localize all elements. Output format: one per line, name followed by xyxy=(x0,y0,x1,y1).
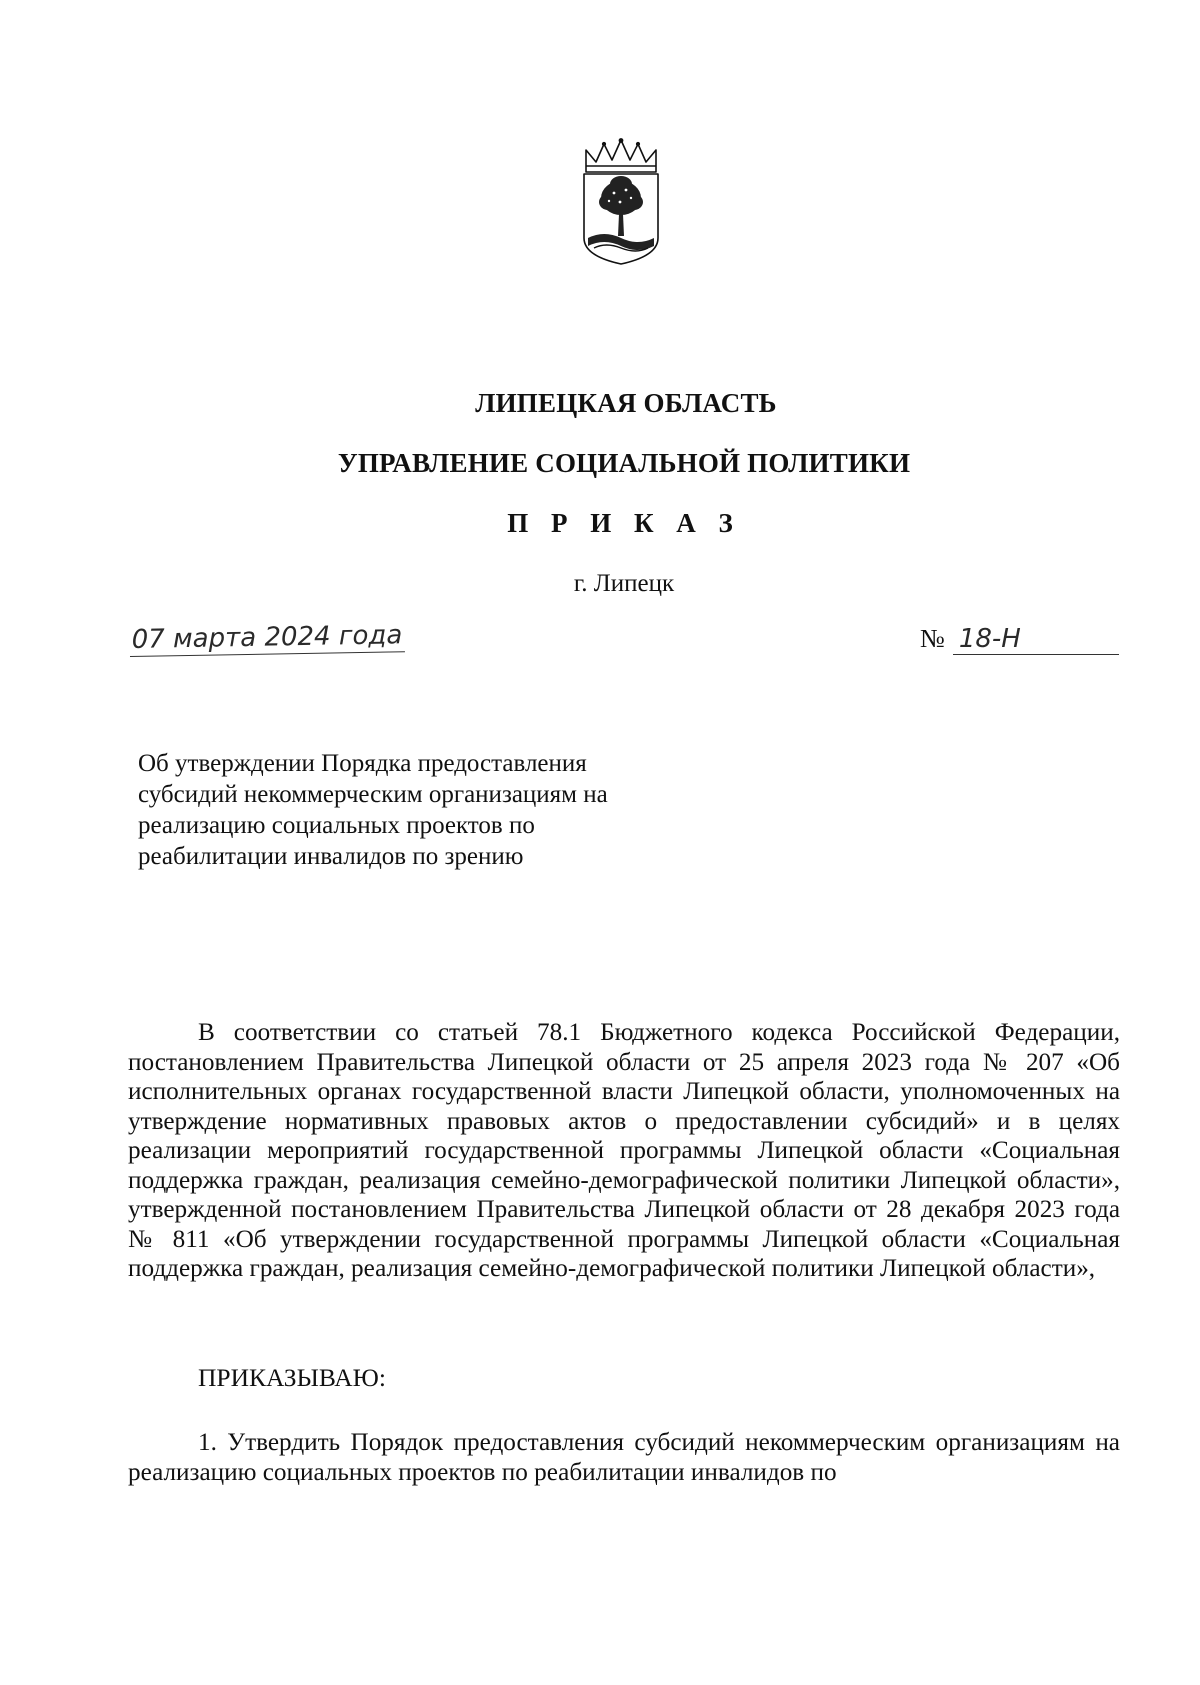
department-title: УПРАВЛЕНИЕ СОЦИАЛЬНОЙ ПОЛИТИКИ xyxy=(337,448,911,478)
region-title: ЛИПЕЦКАЯ ОБЛАСТЬ xyxy=(475,388,777,418)
order-item-1 xyxy=(128,1428,1120,1487)
subject-line: субсидий некоммерческим организациям на xyxy=(138,781,608,808)
subject-line: реализацию социальных проектов по xyxy=(138,812,535,839)
legal-basis-paragraph xyxy=(128,1018,1120,1284)
order-item-1-text: 1. Утвердить Порядок предоставления субсидий некоммерческим организациям на реализацию социальных проектов по реабилитации инвалидов по xyxy=(128,1429,1120,1486)
number-sign: № xyxy=(920,624,945,653)
city-label: г. Липецк xyxy=(573,570,675,597)
order-subject xyxy=(138,748,698,872)
coat-of-arms-icon xyxy=(576,138,666,268)
legal-basis-text: В соответствии со статьей 78.1 Бюджетного кодекса Российской Федерации, постановлением Правительства Липецкой области от 25 апреля 2023 года № 207 «Об исполнительных органах государственной власти Липецкой области, уполномоченных на утверждение нормативных правовых актов о предоставлении субсидий» и в целях реализации мероприятий государственной программы Липецкой области «Социальная поддержка граждан, реализация семейно-демографической политики Липецкой области», утвержденной постановлением Правительства Липецкой области от 28 декабря 2023 года № 811 «Об утверждении государственной программы Липецкой области «Социальная поддержка граждан, реализация семейно-демографической политики Липецкой области», xyxy=(128,1019,1120,1282)
order-number xyxy=(920,624,1119,655)
document-type-title: П Р И К А З xyxy=(507,508,741,538)
decree-word: ПРИКАЗЫВАЮ: xyxy=(198,1363,386,1392)
order-number-value: 18-Н xyxy=(953,624,1119,655)
subject-line: Об утверждении Порядка предоставления xyxy=(138,750,587,777)
order-date: 07 марта 2024 года xyxy=(129,620,404,657)
subject-line: реабилитации инвалидов по зрению xyxy=(138,843,524,870)
